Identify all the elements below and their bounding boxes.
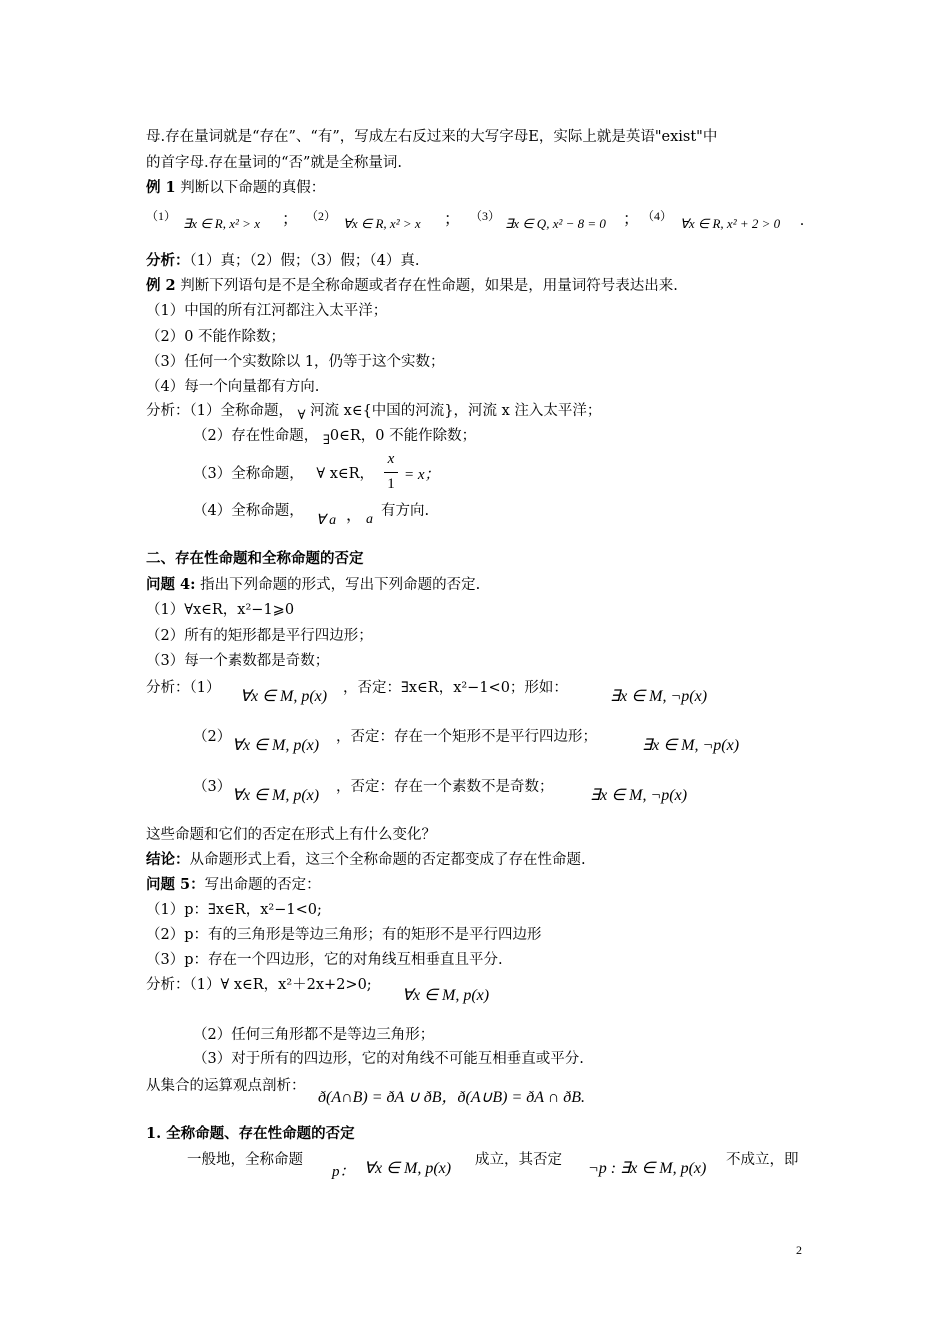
question-5-heading <box>146 875 321 895</box>
q5-analysis-1: 分析：（1）∀ x∈R，x²＋2x+2>0; <box>146 977 372 993</box>
q4-analysis-3-lead: （3） <box>193 779 232 795</box>
example-2-text: 判断下列语句是不是全称命题或者存在性命题，如果是，用量词符号表达出来. <box>180 278 678 294</box>
last-line-p: p： <box>332 1164 355 1180</box>
ex1-item-1-num: （1） <box>146 209 177 223</box>
question-4-text: 指出下列命题的形式，写出下列命题的否定. <box>200 577 481 593</box>
q4-item-1: （1）∀x∈R，x²−1⩾0 <box>146 602 295 618</box>
ex1-item-3-num: （3） <box>470 209 501 223</box>
ex2-analysis-2 <box>193 426 476 447</box>
q4-analysis-3-negform: ∃x ∈ M, ¬p(x) <box>590 787 688 804</box>
fraction-numerator: x <box>387 451 395 467</box>
example-1-label: 例 1 <box>146 179 176 196</box>
question-4-heading <box>146 575 480 595</box>
q5-item-2: （2）p：有的三角形是等边三角形；有的矩形不是平行四边形 <box>146 927 542 943</box>
example-2-label: 例 2 <box>146 277 176 294</box>
paragraph-line-2: 的首字母.存在量词的“否”就是全称量词. <box>146 155 403 171</box>
question-5-text: 写出命题的否定： <box>204 877 321 893</box>
ex2-analysis-4-lead: （4）全称命题， <box>193 503 304 519</box>
fraction-bar <box>384 472 398 473</box>
paragraph-line-1: 母.存在量词就是“存在”、“有”，写成左右反过来的大写字母E，实际上就是英语"exist"中 <box>146 129 718 145</box>
page-number: 2 <box>796 1243 802 1257</box>
last-line-form: ∀x ∈ M, p(x) <box>364 1160 452 1177</box>
q4-analysis-1-form: ∀x ∈ M, p(x) <box>240 688 328 705</box>
fraction-rhs: = x； <box>404 467 440 483</box>
vector-forall-a: ∀ a <box>316 513 337 528</box>
question-4-label: 问题 4: <box>146 576 196 593</box>
q4-analysis-3-form: ∀x ∈ M, p(x) <box>232 787 320 804</box>
q4-item-2: （2）所有的矩形都是平行四边形； <box>146 628 373 644</box>
analysis-1-label: 分析： <box>146 252 190 269</box>
forall-symbol: ∀ <box>297 408 306 423</box>
q5-analysis-3: （3）对于所有的四边形，它的对角线不可能互相垂直或平分. <box>193 1051 584 1067</box>
ex2-item-2: （2）0 不能作除数； <box>146 329 286 345</box>
section-2-title: 二、存在性命题和全称命题的否定 <box>146 550 364 567</box>
ex2-analysis-2-body: 0∈R，0 不能作除数； <box>329 428 477 444</box>
ex1-item-4-end: . <box>800 212 804 229</box>
ex2-analysis-2-lead: （2）存在性命题， <box>193 428 319 444</box>
conclusion-text: 从命题形式上看，这三个全称命题的否定都变成了存在性命题. <box>189 852 586 868</box>
q4-analysis-1-lead: 分析：（1） <box>146 680 221 696</box>
q5-item-1: （1）p：∃x∈R，x²−1<0; <box>146 902 322 918</box>
ex1-item-3-end: ； <box>623 211 640 228</box>
ex1-item-1-expr: ∃x ∈ R, x² > x <box>183 216 260 231</box>
q4-analysis-2-lead: （2） <box>193 729 232 745</box>
ex1-item-2-num: （2） <box>306 209 337 223</box>
ex1-item-4-expr: ∀x ∈ R, x² + 2 > 0 <box>680 216 781 231</box>
section-3-title: 1. 全称命题、存在性命题的否定 <box>146 1125 355 1142</box>
ex2-analysis-1-lead: 分析：（1）全称命题， <box>146 403 293 419</box>
comma: ， <box>346 507 363 524</box>
conclusion <box>146 850 586 870</box>
ex1-item-2-expr: ∀x ∈ R, x² > x <box>343 216 421 231</box>
ex1-item-2-end: ； <box>444 211 461 228</box>
q4-analysis-2-form: ∀x ∈ M, p(x) <box>232 737 320 754</box>
analysis-1-text: （1）真；（2）假；（3）假；（4）真. <box>189 253 420 269</box>
ex2-item-4: （4）每一个向量都有方向. <box>146 379 320 395</box>
ex2-item-3: （3）任何一个实数除以 1，仍等于这个实数； <box>146 354 445 370</box>
ex2-item-1: （1）中国的所有江河都注入太平洋； <box>146 303 388 319</box>
ex2-analysis-3 <box>193 464 374 484</box>
ex2-analysis-4-body: 有方向. <box>381 503 430 519</box>
question-change: 这些命题和它们的否定在形式上有什么变化？ <box>146 827 436 843</box>
ex2-analysis-3-lead: （3）全称命题， <box>193 466 304 482</box>
last-line-b: 成立，其否定 <box>475 1152 562 1168</box>
q5-analysis-2: （2）任何三角形都不是等边三角形； <box>193 1027 435 1043</box>
last-line-a: 一般地，全称命题 <box>187 1152 303 1168</box>
fraction-denominator: 1 <box>387 476 395 492</box>
q4-analysis-2-negform: ∃x ∈ M, ¬p(x) <box>642 737 740 754</box>
q4-analysis-2-neg: ，否定：存在一个矩形不是平行四边形； <box>336 729 597 745</box>
q5-analysis-1-form: ∀x ∈ M, p(x) <box>402 987 490 1004</box>
set-operation-label: 从集合的运算观点剖析： <box>146 1078 306 1094</box>
ex2-analysis-4 <box>193 501 304 521</box>
example-1-heading <box>146 178 325 198</box>
q5-item-3: （3）p：存在一个四边形，它的对角线互相垂直且平分. <box>146 952 503 968</box>
question-5-label: 问题 5： <box>146 876 205 893</box>
example-2-heading <box>146 276 678 296</box>
last-line-c: 不成立，即 <box>726 1152 799 1168</box>
analysis-1 <box>146 251 420 271</box>
conclusion-label: 结论： <box>146 851 190 868</box>
ex1-item-3-expr: ∃x ∈ Q, x² − 8 = 0 <box>505 216 606 231</box>
last-line-neg: ¬p : ∃x ∈ M, p(x) <box>588 1160 707 1177</box>
ex2-analysis-1 <box>146 401 601 422</box>
ex1-item-1-end: ； <box>282 211 299 228</box>
example-1-text: 判断以下命题的真假： <box>180 180 326 196</box>
q4-item-3: （3）每一个素数都是奇数； <box>146 653 330 669</box>
set-operation-formula: ð(A∩B) = ðA ∪ ðB，ð(A∪B) = ðA ∩ ðB. <box>318 1089 586 1106</box>
ex2-analysis-1-body: 河流 x∈{中国的河流}，河流 x 注入太平洋； <box>310 403 602 419</box>
q4-analysis-1-neg: ，否定：∃x∈R，x²−1<0；形如： <box>343 680 568 696</box>
exists-symbol: ∃ <box>322 433 330 448</box>
q4-analysis-1-negform: ∃x ∈ M, ¬p(x) <box>610 688 708 705</box>
ex1-item-4-num: （4） <box>642 209 673 223</box>
ex2-analysis-3-quant: ∀ x∈R， <box>316 466 375 482</box>
vector-a: a <box>366 512 373 527</box>
q4-analysis-3-neg: ，否定：存在一个素数不是奇数； <box>336 779 554 795</box>
